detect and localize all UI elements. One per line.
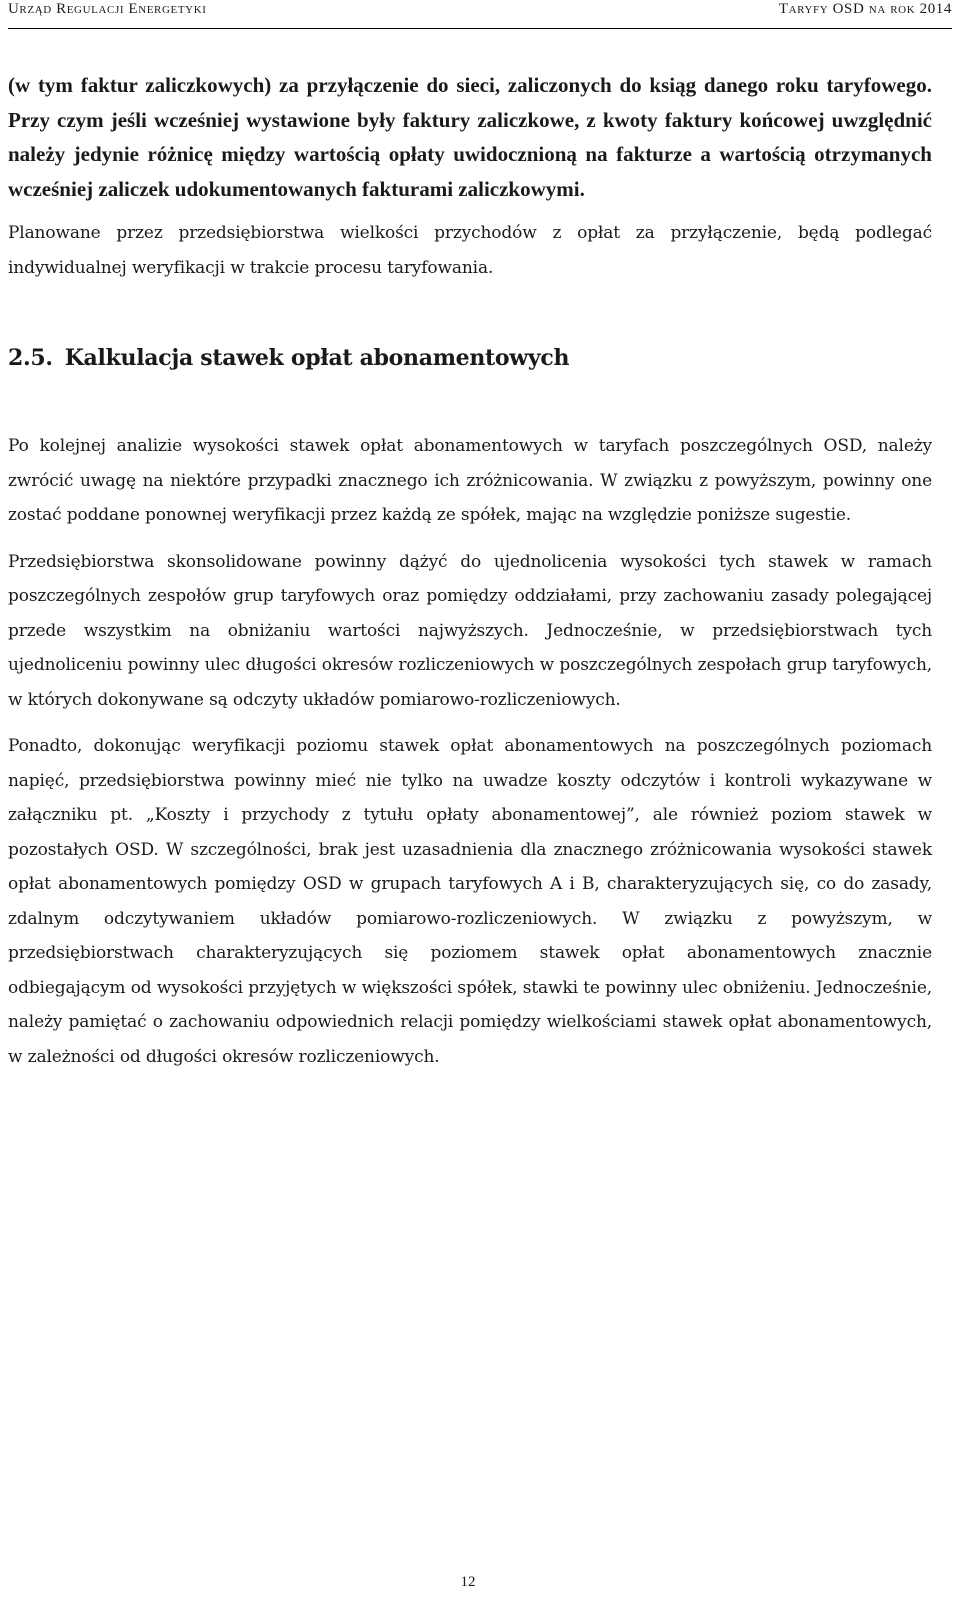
header-institution: Urząd Regulacji Energetyki <box>8 1 207 17</box>
header-document-title: Taryfy OSD na rok 2014 <box>778 1 952 17</box>
bold-paragraph: (w tym faktur zaliczkowych) za przyłączenie do sieci, zaliczonych do ksiąg danego roku taryfowego. Przy czym jeśli wcześniej wystawione były faktury zaliczkowe, z kwoty faktury końcowej uwzględnić należy jedynie różnicę między wartością opłaty uwidocznioną na fakturze a wartością otrzymanych wcześniej zaliczek udokumentowanych fakturami zaliczkowymi. <box>8 73 932 201</box>
section-heading <box>8 341 932 375</box>
page-header <box>8 0 952 29</box>
paragraph-planowane: Planowane przez przedsiębiorstwa wielkości przychodów z opłat za przyłączenie, będą podlegać indywidualnej weryfikacji w trakcie procesu taryfowania. <box>8 223 932 278</box>
page-number: 12 <box>460 1574 476 1590</box>
paragraph: Przedsiębiorstwa skonsolidowane powinny dążyć do ujednolicenia wysokości tych stawek w ramach poszczególnych zespołów grup taryfowych oraz pomiędzy oddziałami, przy zachowaniu zasady polegającej przede wszystkim na obniżaniu wartości najwyższych. Jednocześnie, w przedsiębiorstwach tych ujednoliceniu powinny ulec długości okresów rozliczeniowych w poszczególnych zespołach grup taryfowych, w których dokonywane są odczyty układów pomiarowo-rozliczeniowych. <box>8 551 932 710</box>
paragraph: Po kolejnej analizie wysokości stawek opłat abonamentowych w taryfach poszczególnych OSD, należy zwrócić uwagę na niektóre przypadki znacznego ich zróżnicowania. W związku z powyższym, powinny one zostać poddane ponownej weryfikacji przez każdą ze spółek, mając na względzie poniższe sugestie. <box>8 436 932 525</box>
page-body <box>8 68 932 1074</box>
section-title: Kalkulacja stawek opłat abonamentowych <box>64 345 570 371</box>
paragraph: Ponadto, dokonując weryfikacji poziomu stawek opłat abonamentowych na poszczególnych poziomach napięć, przedsiębiorstwa powinny mieć nie tylko na uwadze koszty odczytów i kontroli wykazywane w załączniku pt. „Koszty i przychody z tytułu opłaty abonamentowej”, ale również poziom stawek w pozostałych OSD. W szczególności, brak jest uzasadnienia dla znacznego zróżnicowania wysokości stawek opłat abonamentowych pomiędzy OSD w grupach taryfowych A i B, charakteryzujących się, co do zasady, zdalnym odczytywaniem układów pomiarowo-rozliczeniowych. W związku z powyższym, w przedsiębiorstwach charakteryzujących się poziomem stawek opłat abonamentowych znacznie odbiegającym od wysokości przyjętych w większości spółek, stawki te powinny ulec obniżeniu. Jednocześnie, należy pamiętać o zachowaniu odpowiednich relacji pomiędzy wielkościami stawek opłat abonamentowych, w zależności od długości okresów rozliczeniowych. <box>8 736 932 1067</box>
section-number: 2.5. <box>8 345 53 371</box>
